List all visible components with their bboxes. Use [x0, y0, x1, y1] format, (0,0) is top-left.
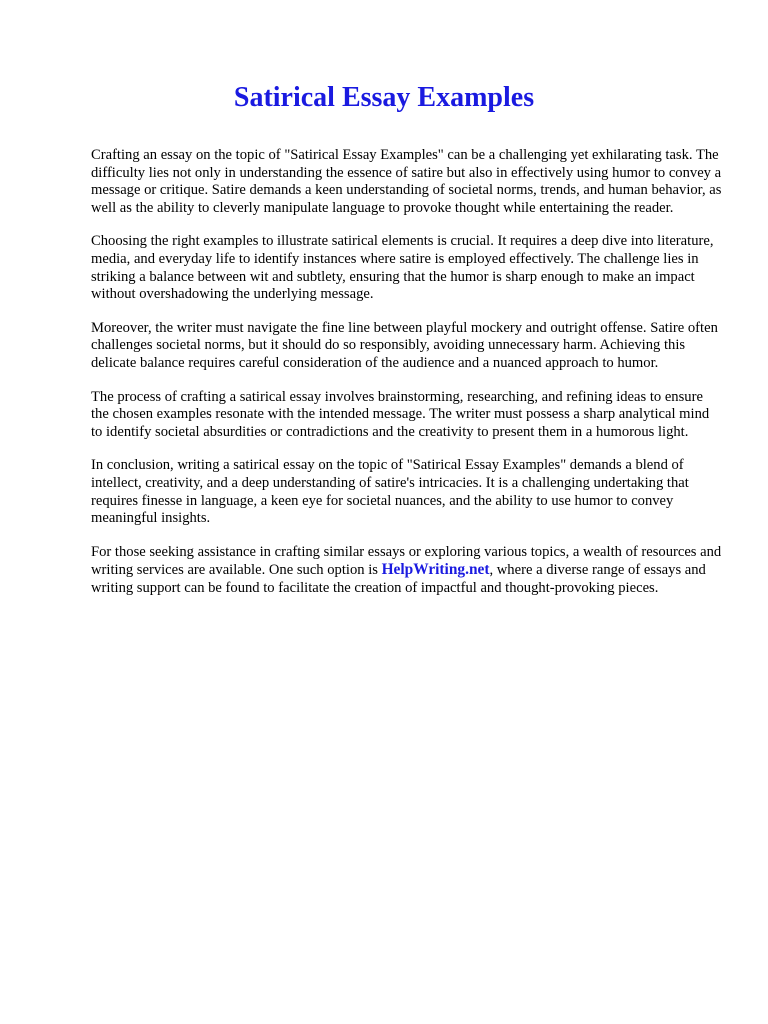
paragraph-3: Moreover, the writer must navigate the fine line between playful mockery and outright offense. Satire often challenges societal norms, but it should do so responsibly, avoiding unnecessary harm. Achieving this delicate balance requires careful consideration of the audience and a nuanced approach to humor.: [91, 319, 718, 371]
paragraph-2: Choosing the right examples to illustrate satirical elements is crucial. It requires a deep dive into literature, media, and everyday life to identify instances where satire is employed effectively. The challenge lies in striking a balance between wit and subtlety, ensuring that the humor is sharp enough to make an impact without overshadowing the underlying message.: [91, 233, 714, 303]
helpwriting-link[interactable]: HelpWriting.net: [381, 561, 490, 579]
closing-text-before-link: For those seeking assistance in crafting similar essays or exploring various topics, a wealth of resources and writing services are available. One such option is: [91, 543, 722, 579]
paragraph-5: In conclusion, writing a satirical essay on the topic of "Satirical Essay Examples" demands a blend of intellect, creativity, and a deep understanding of satire's intricacies. It is a challenging undertaking that requires finesse in language, a keen eye for societal nuances, and the ability to use humor to convey meaningful insights.: [91, 457, 689, 527]
page-title: Satirical Essay Examples: [233, 82, 535, 113]
paragraph-4: The process of crafting a satirical essay involves brainstorming, researching, and refining ideas to ensure the chosen examples resonate with the intended message. The writer must possess a sharp analytical mind to identify societal absurdities or contradictions and the creativity to present them in a humorous light.: [91, 388, 710, 440]
paragraph-1: Crafting an essay on the topic of "Satirical Essay Examples" can be a challenging yet exhilarating task. The difficulty lies not only in understanding the essence of satire but also in effectively using humor to convey a message or critique. Satire demands a keen understanding of societal norms, trends, and human behavior, as well as the ability to cleverly manipulate language to provoke thought while entertaining the reader.: [91, 147, 722, 216]
closing-paragraph: [91, 544, 722, 598]
closing-text-after-link: , where a diverse range of essays and writing support can be found to facilitate the creation of impactful and thought-provoking pieces.: [91, 562, 706, 596]
document-body: [91, 147, 722, 597]
